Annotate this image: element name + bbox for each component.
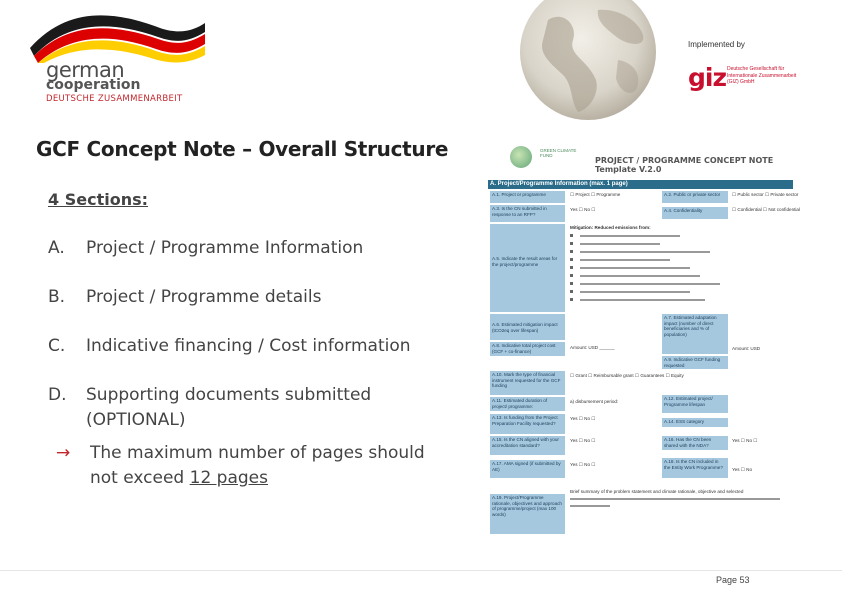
doc-row-label: A.13. Is funding from the Project Preparation Facility requested? (490, 414, 565, 434)
gcf-logo-icon (510, 146, 532, 168)
doc-row-label2: A.9. Indicative GCF funding requested (662, 356, 728, 369)
section-text: Supporting documents submitted (86, 385, 372, 405)
doc-row-value: Yes ☐ No ☐ (570, 207, 596, 212)
doc-row-value: ☐ Grant ☐ Reimbursable grant ☐ Guarantees ☐ Equity (570, 373, 684, 378)
section-item-d (48, 383, 371, 433)
giz-subtitle: Deutsche Gesellschaft für Internationale Zusammenarbeit (GIZ) GmbH (727, 66, 797, 85)
concept-note-template-image (488, 142, 800, 538)
doc-row-label2: A.7. Estimated adaptation impact (number of direct beneficiaries and % of population) (662, 314, 728, 354)
page-number: Page 53 (716, 575, 750, 585)
doc-row-value2: ☐ Public sector ☐ Private sector (732, 192, 799, 197)
doc-row-label: A.5. Indicate the result areas for the project/programme (490, 224, 565, 312)
note-text-1: The maximum number of pages should (90, 443, 425, 463)
section-text: Project / Programme Information (86, 238, 364, 258)
globe-image (478, 0, 698, 140)
giz-logo: giz (688, 63, 727, 92)
doc-row-value2: ☐ Confidential ☐ Not confidential (732, 207, 800, 212)
german-text: german (46, 58, 125, 82)
doc-row-label2: A.4. Confidentiality (662, 207, 728, 219)
doc-row-label: A.11. Estimated duration of project/ programme: (490, 397, 565, 411)
note-pages-underlined: 12 pages (189, 468, 268, 488)
doc-row-label: A.1. Project or programme (490, 191, 565, 203)
note-text-2: not exceed (90, 468, 190, 488)
rationale-text-lines (568, 497, 788, 511)
doc-row-label2: A.12. Estimated project/ Programme lifespan (662, 395, 728, 413)
sections-subtitle: 4 Sections: (48, 190, 148, 209)
footer-divider (0, 570, 842, 571)
doc-row-label2: A.18. Is the CN included in the Entity Work Programme? (662, 458, 728, 478)
doc-row-label2: A.14. ESS category (662, 418, 728, 427)
doc-row-label2: A.16. Has the CN been shared with the NDA? (662, 436, 728, 450)
section-a-header: A. Project/Programme Information (max. 1 page) (488, 180, 793, 189)
doc-row-value: Mitigation: Reduced emissions from: (570, 225, 651, 230)
section-item-b (48, 285, 322, 310)
doc-row-value2: Yes ☐ No (732, 467, 753, 472)
section-item-c (48, 334, 411, 359)
doc-row-value: Yes ☐ No ☐ (570, 438, 596, 443)
deutsche-zusammenarbeit-text: DEUTSCHE ZUSAMMENARBEIT (46, 94, 183, 104)
doc-row-value: a) disbursement period: (570, 399, 619, 404)
cooperation-text: cooperation (46, 77, 141, 93)
implemented-by-text: Implemented by (688, 40, 745, 49)
doc-row-value: Brief summary of the problem statement and climate rationale, objective and selected (570, 489, 744, 494)
doc-row-label: A.17. AMA signed (if submitted by AE) (490, 460, 565, 478)
doc-row-value: Amount: USD ______ (570, 345, 615, 350)
doc-row-value: Yes ☐ No ☐ (570, 462, 596, 467)
section-letter: D. (48, 385, 67, 405)
doc-row-label2: A.2. Public or private sector (662, 191, 728, 203)
section-letter: C. (48, 336, 66, 356)
doc-row-label: A.8. Indicative total project cost (GCF + co-finance) (490, 342, 565, 356)
arrow-right-icon: → (56, 443, 71, 463)
doc-row-label: A.10. Mark the type of financial instrument requested for the GCF funding (490, 371, 565, 395)
german-flag-ribbon (30, 8, 205, 63)
doc-row-value2: Amount: USD (732, 346, 761, 351)
doc-row-value2: Yes ☐ No ☐ (732, 438, 758, 443)
doc-row-value: ☐ Project ☐ Programme (570, 192, 621, 197)
section-letter: A. (48, 238, 65, 258)
page-limit-note (56, 441, 436, 491)
section-text: Indicative financing / Cost information (86, 336, 411, 356)
doc-row-value: Yes ☐ No ☐ (570, 416, 596, 421)
doc-row-label: A.19. Project/Programme rationale, objectives and approach of programme/project (max 100 words) (490, 494, 565, 534)
german-cooperation-logo (0, 0, 240, 110)
template-title: PROJECT / PROGRAMME CONCEPT NOTE Template V.2.0 (595, 156, 774, 174)
section-text: Project / Programme details (86, 287, 322, 307)
result-areas-checklist (568, 232, 748, 312)
slide-title: GCF Concept Note – Overall Structure (36, 137, 449, 161)
gcf-logo-text: GREEN CLIMATE FUND (540, 148, 577, 158)
section-letter: B. (48, 287, 66, 307)
doc-row-label: A.6. Estimated mitigation impact (tCO2eq over lifespan) (490, 314, 565, 340)
section-item-a (48, 236, 363, 261)
doc-row-label: A.15. Is the CN aligned with your accreditation standard? (490, 436, 565, 455)
section-text-optional: (OPTIONAL) (86, 410, 186, 430)
doc-row-label: A.3. Is the CN submitted in response to an RFP? (490, 205, 565, 222)
